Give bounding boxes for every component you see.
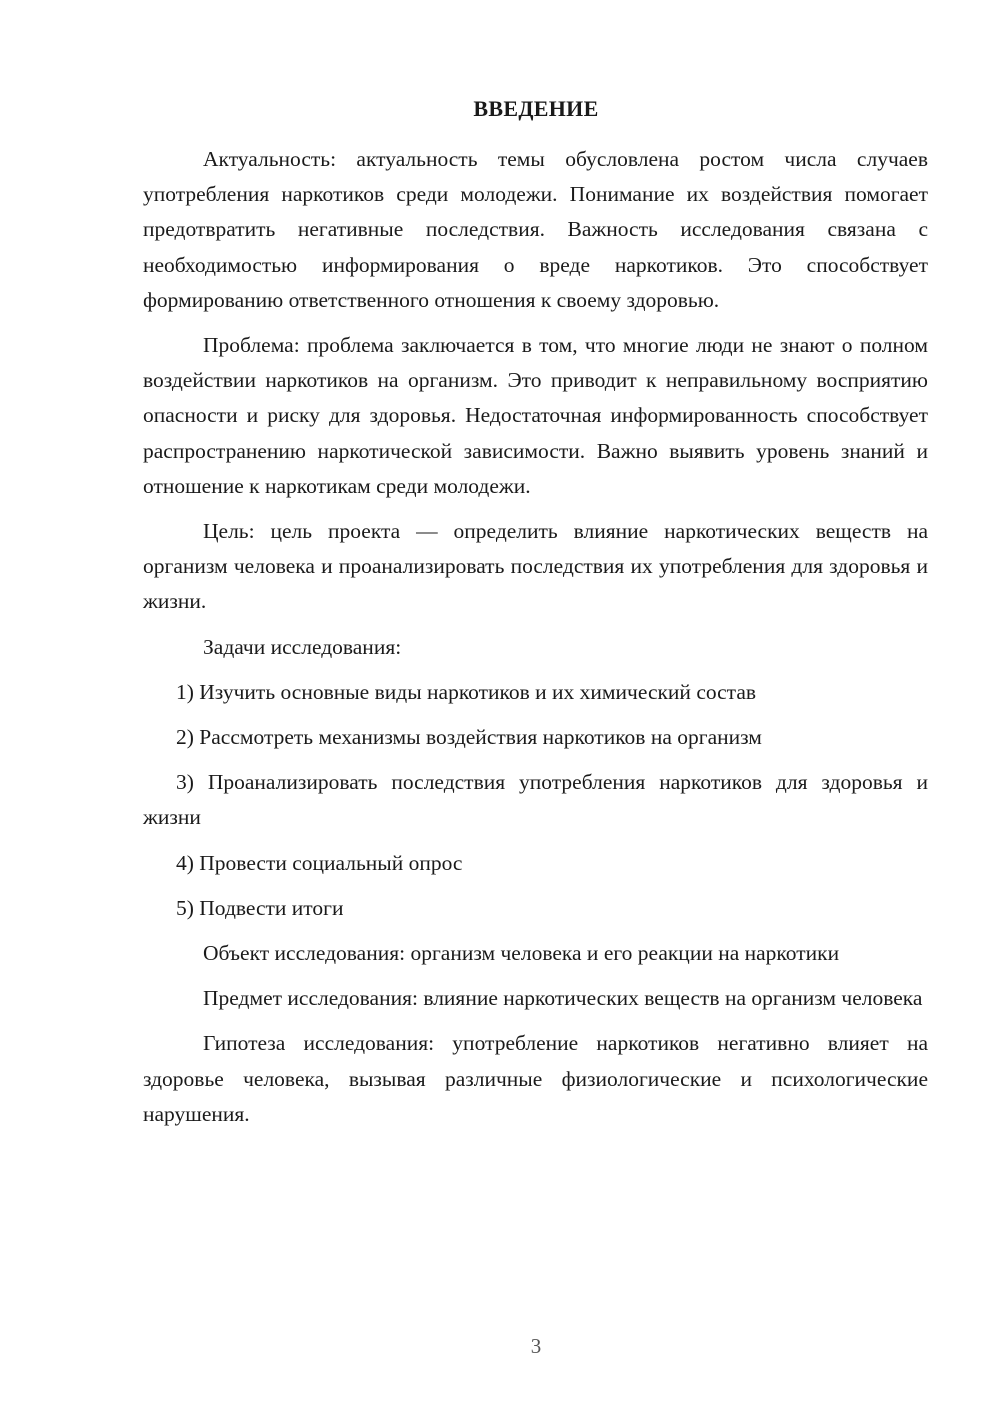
task-item: 4) Провести социальный опрос — [176, 850, 463, 875]
tasks-heading: Задачи исследования: — [203, 634, 402, 659]
page-title: ВВЕДЕНИЕ — [473, 96, 599, 121]
task-item: 5) Подвести итоги — [176, 895, 344, 920]
paragraph-goal: Цель: цель проекта — определить влияние наркотических веществ на организм человека и проанализировать последствия их употребления для здоровья и жизни. — [143, 519, 928, 614]
task-item: 3) Проанализировать последствия употребления наркотиков для здоровья и жизни — [143, 770, 928, 830]
paragraph-relevance: Актуальность: актуальность темы обусловлена ростом числа случаев употребления наркотиков среди молодежи. Понимание их воздействия помогает предотвратить негативные последствия. Важность исследования связана с необходимостью информирования о вреде наркотиков. Это способствует формированию ответственного отношения к своему здоровью. — [143, 147, 928, 312]
document-body — [143, 142, 928, 1132]
paragraph-subject: Предмет исследования: влияние наркотических веществ на организм человека — [203, 986, 923, 1011]
paragraph-object: Объект исследования: организм человека и его реакции на наркотики — [203, 941, 840, 966]
task-item: 2) Рассмотреть механизмы воздействия наркотиков на организм — [176, 725, 762, 750]
paragraph-hypothesis: Гипотеза исследования: употребление наркотиков негативно влияет на здоровье человека, вызывая различные физиологические и психологические нарушения. — [143, 1031, 928, 1126]
paragraph-problem: Проблема: проблема заключается в том, что многие люди не знают о полном воздействии наркотиков на организм. Это приводит к неправильному восприятию опасности и риску для здоровья. Недостаточная информированность способствует распространению наркотической зависимости. Важно выявить уровень знаний и отношение к наркотикам среди молодежи. — [143, 333, 928, 498]
task-item: 1) Изучить основные виды наркотиков и их химический состав — [176, 679, 757, 704]
page-number: 3 — [530, 1334, 542, 1358]
